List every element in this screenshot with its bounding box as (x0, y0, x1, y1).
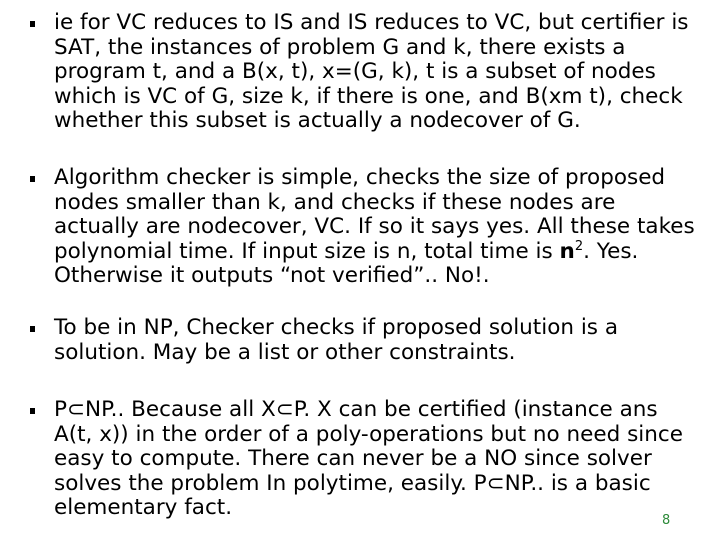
formula-exponent: 2 (574, 238, 584, 254)
formula-n: n (559, 238, 575, 264)
text-line: Otherwise it outputs “not verified”.. No!. (54, 263, 490, 288)
text-line: A(t, x)) in the order of a poly-operations but no need since (54, 421, 683, 447)
bullet-square-icon (30, 408, 35, 414)
text-line: which is VC of G, size k, if there is one, and B(xm t), check (54, 83, 683, 109)
bullet-text-1 (54, 11, 694, 134)
text-line: elementary fact. (54, 495, 233, 520)
bullet-text-4 (54, 398, 694, 521)
text-segment: . Yes. (583, 238, 639, 264)
text-line: solves the problem In polytime, easily. P⊂NP.. is a basic (54, 470, 651, 496)
text-line: actually are nodecover, VC. If so it says yes. All these takes (54, 214, 695, 239)
bullet-text-3 (54, 316, 694, 365)
text-segment: polynomial time. If input size is n, total time is (54, 238, 560, 264)
text-line: SAT, the instances of problem G and k, there exists a (54, 34, 626, 60)
text-line: P⊂NP.. Because all X⊂P. X can be certified (instance ans (54, 397, 658, 422)
text-line: program t, and a B(x, t), x=(G, k), t is a subset of nodes (54, 59, 656, 84)
text-line: Algorithm checker is simple, checks the size of proposed (54, 165, 666, 190)
bullet-square-icon (30, 326, 35, 332)
bullet-square-icon (30, 21, 35, 27)
text-line: To be in NP, Checker checks if proposed solution is a (54, 315, 618, 340)
text-line-with-formula (54, 240, 694, 265)
bullet-square-icon (30, 176, 35, 182)
text-line: solution. May be a list or other constraints. (54, 339, 516, 365)
page-number: 8 (662, 513, 671, 528)
text-line: nodes smaller than k, and checks if these nodes are (54, 189, 616, 215)
text-line: easy to compute. There can never be a NO since solver (54, 446, 652, 471)
text-line: whether this subset is actually a nodecover of G. (54, 108, 581, 133)
text-line: ie for VC reduces to IS and IS reduces to VC, but certifier is (54, 10, 689, 35)
bullet-text-2 (54, 166, 694, 289)
